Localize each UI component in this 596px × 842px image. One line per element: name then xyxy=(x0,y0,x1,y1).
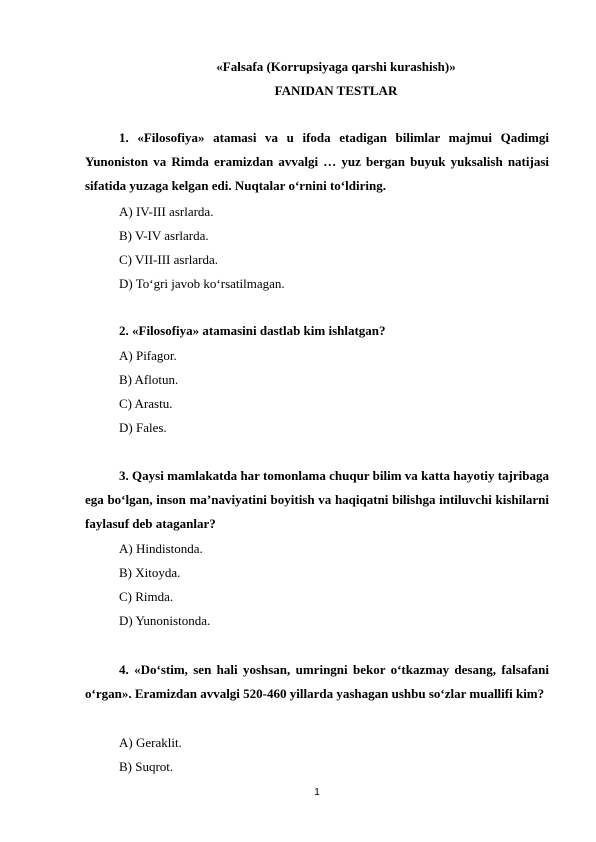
question-2-option-c: C) Arastu. xyxy=(119,396,173,411)
question-3-text: 3. Qaysi mamlakatda har tomonlama chuqur bilim va katta hayotiy tajribaga ega bo‘lgan, inson ma’naviyatini boyitish va haqiqatni bilishga intiluvchi kishilarni faylasuf deb ataganlar? xyxy=(85,468,549,531)
question-2-text: 2. «Filosofiya» atamasini dastlab kim ishlatgan? xyxy=(119,323,386,338)
question-3-option-d: D) Yunonistonda. xyxy=(119,613,211,628)
question-4-text: 4. «Do‘stim, sen hali yoshsan, umringni bekor o‘tkazmay desang, falsafani o‘rgan». Eramizdan avvalgi 520-460 yillarda yashagan ushbu so‘zlar muallifi kim? xyxy=(85,662,549,701)
question-4-option-b: B) Suqrot. xyxy=(119,759,174,774)
question-1-option-a: A) IV-III asrlarda. xyxy=(119,204,214,219)
document-subtitle: FANIDAN TESTLAR xyxy=(274,83,398,98)
question-2-option-d: D) Fales. xyxy=(119,420,167,435)
question-3-option-b: B) Xitoyda. xyxy=(119,565,181,580)
question-3-option-a: A) Hindistonda. xyxy=(119,541,203,556)
question-1-text: 1. «Filosofiya» atamasi va u ifoda etadigan bilimlar majmui Qadimgi Yunoniston va Rimda eramizdan avvalgi … yuz bergan buyuk yuksalish natijasi sifatida yuzaga kelgan edi. Nuqtalar o‘rnini to‘ldiring. xyxy=(85,130,549,193)
question-1-option-c: C) VII-III asrlarda. xyxy=(119,252,219,267)
question-4-option-a: A) Geraklit. xyxy=(119,735,182,750)
question-2-option-b: B) Aflotun. xyxy=(119,372,179,387)
document-title: «Falsafa (Korrupsiyaga qarshi kurashish)» xyxy=(216,59,456,74)
page-number: 1 xyxy=(314,787,320,798)
question-3-option-c: C) Rimda. xyxy=(119,589,174,604)
question-2-option-a: A) Pifagor. xyxy=(119,348,177,363)
question-1-option-b: B) V-IV asrlarda. xyxy=(119,228,209,243)
question-1-option-d: D) To‘gri javob ko‘rsatilmagan. xyxy=(119,276,285,291)
